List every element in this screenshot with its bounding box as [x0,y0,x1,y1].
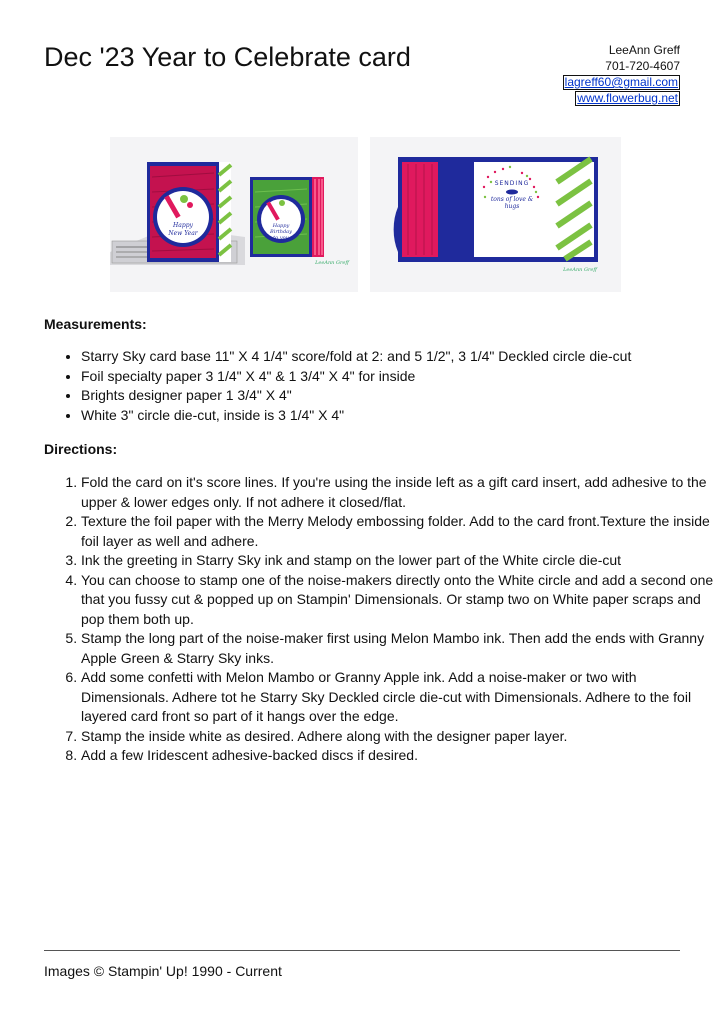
list-item: 4. You can choose to stamp one of the noise-makers directly onto the White circle and add a second one that you fussy cut & popped up on Stampin' Dimensionals. Or stamp two on White paper scraps and pop them both up. [81,571,721,630]
svg-text:New Year: New Year [168,230,198,237]
svg-text:Happy: Happy [173,222,193,229]
list-item: • Foil specialty paper 3 1/4" X 4" & 1 3/4" X 4" for inside [81,367,721,387]
measurements-heading: Measurements: [44,316,147,332]
list-item: 5. Stamp the long part of the noise-maker first using Melon Mambo ink. Then add the ends with Granny Apple Green & Starry Sky inks. [81,629,721,668]
list-item: 8. Add a few Iridescent adhesive-backed discs if desired. [81,746,721,766]
phone-number: 701-720-4607 [605,59,680,73]
new-year-card [147,162,231,262]
directions-list [44,473,721,766]
birthday-card [250,177,324,257]
page-title: Dec '23 Year to Celebrate card [44,42,411,72]
svg-text:Birthday: Birthday [270,229,292,235]
footer-divider [44,950,680,951]
cards-front-photo [110,137,358,292]
measurements-list [44,347,721,425]
svg-text:hugs: hugs [504,203,520,210]
list-item: • White 3" circle die-cut, inside is 3 1/4" X 4" [81,406,721,426]
website-link[interactable]: www.flowerbug.net [577,91,678,105]
directions-heading: Directions: [44,441,118,457]
list-item: 7. Stamp the inside white as desired. Adhere along with the designer paper layer. [81,727,721,747]
author-name: LeeAnn Greff [608,43,680,57]
list-item: • Starry Sky card base 11" X 4 1/4" score/fold at 2: and 5 1/2", 3 1/4" Deckled circle die-cut [81,347,721,367]
list-item: 2. Texture the foil paper with the Merry Melody embossing folder. Add to the card front.Texture the inside foil layer as well and adhere. [81,512,721,551]
list-item: 6. Add some confetti with Melon Mambo or Granny Apple ink. Add a noise-maker or two with Dimensionals. Adhere tot he Starry Sky Deckled circle die-cut with Dimensionals. Adhere to the foil layered card front so part of it hangs over the edge. [81,668,721,727]
list-item: 3. Ink the greeting in Starry Sky ink and stamp on the lower part of the White circle die-cut [81,551,721,571]
copyright-footer: Images © Stampin' Up! 1990 - Current [44,963,282,979]
svg-text:LeeAnn Greff: LeeAnn Greff [563,267,597,273]
list-item: • Brights designer paper 1 3/4" X 4" [81,386,721,406]
card-inside-photo [370,137,621,292]
svg-text:SENDING: SENDING [494,180,530,187]
svg-text:Happy: Happy [272,223,290,229]
svg-text:tons of love &: tons of love & [490,196,534,203]
email-link[interactable]: lagreff60@gmail.com [564,75,678,89]
photo-signature: LeeAnn Greff [315,260,349,266]
list-item: 1. Fold the card on it's score lines. If you're using the inside left as a gift card insert, add adhesive to the upper & lower edges only. If not adhere it closed/flat. [81,473,721,512]
contact-block [563,42,680,106]
svg-text:to you: to you [273,235,289,241]
